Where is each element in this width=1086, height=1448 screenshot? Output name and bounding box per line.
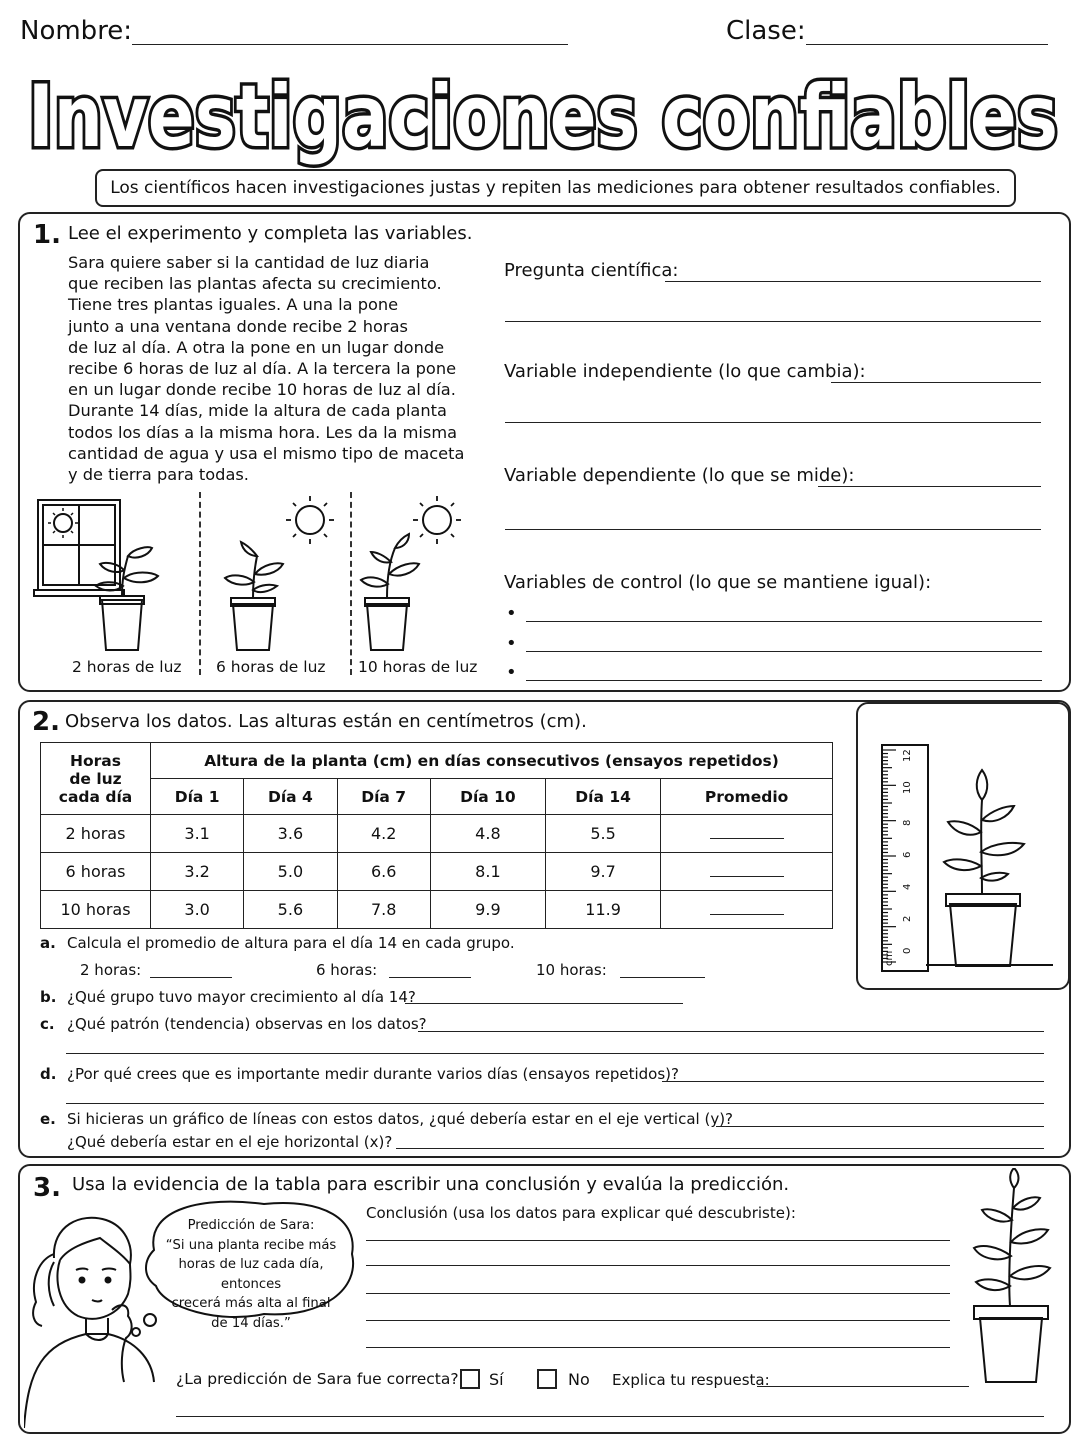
yes-checkbox[interactable] [460, 1369, 480, 1389]
question-b-text: ¿Qué grupo tuvo mayor crecimiento al día 14? [67, 988, 416, 1006]
table-cell: 3.6 [244, 815, 337, 853]
row-label: 6 horas [41, 853, 151, 891]
group-header: Altura de la planta (cm) en días consecutivos (ensayos repetidos) [151, 743, 833, 779]
story-line: cantidad de agua y usa el mismo tipo de maceta [68, 443, 465, 463]
table-cell: 7.8 [337, 891, 430, 929]
story-line: y de tierra para todas. [68, 465, 249, 485]
control-variable-field-2[interactable] [526, 651, 1042, 652]
table-row [41, 891, 833, 929]
conclusion-label: Conclusión (usa los datos para explicar qué descubriste): [366, 1204, 796, 1222]
ruler-unit-label: cm [884, 950, 895, 966]
bubble-line: Predicción de Sara: [187, 1218, 315, 1233]
bubble-line: crecerá más alta al final [171, 1296, 331, 1311]
experiment-story [68, 252, 468, 485]
table-cell: 3.1 [151, 815, 244, 853]
independent-variable-field-2[interactable] [505, 422, 1041, 423]
table-cell: 4.8 [430, 815, 545, 853]
row-header-line: Horas [70, 751, 121, 770]
data-table [40, 742, 833, 929]
question-e-letter: e. [40, 1110, 56, 1128]
table-cell: 11.9 [546, 891, 661, 929]
question-b-letter: b. [40, 988, 57, 1006]
story-line: Durante 14 días, mide la altura de cada planta [68, 401, 447, 421]
average-2h-label: 2 horas: [80, 961, 142, 979]
table-row [41, 815, 833, 853]
page-title-text: Investigaciones confiables [28, 67, 1058, 167]
name-field[interactable] [132, 44, 568, 45]
conclusion-line-5[interactable] [366, 1347, 950, 1348]
section-1-number: 1. [33, 220, 61, 250]
column-header: Promedio [661, 779, 833, 815]
story-line: que reciben las plantas afecta su crecimiento. [68, 274, 442, 294]
scientific-question-label: Pregunta científica: [504, 260, 679, 281]
class-field[interactable] [806, 44, 1048, 45]
dependent-variable-field-2[interactable] [505, 529, 1041, 530]
control-variable-field-3[interactable] [526, 680, 1042, 681]
average-cell[interactable] [661, 853, 833, 891]
bullet: • [506, 633, 517, 654]
table-cell: 4.2 [337, 815, 430, 853]
section-1-instruction: Lee el experimento y completa las variables. [68, 223, 473, 244]
conclusion-line-3[interactable] [366, 1293, 950, 1294]
name-label: Nombre: [20, 16, 133, 46]
table-cell: 5.5 [546, 815, 661, 853]
average-2h-field[interactable] [150, 977, 232, 978]
class-label: Clase: [726, 16, 806, 46]
column-header: Día 4 [244, 779, 337, 815]
table-cell: 9.7 [546, 853, 661, 891]
question-d-letter: d. [40, 1065, 57, 1083]
question-e-x-field[interactable] [396, 1148, 1044, 1149]
story-line: junto a una ventana donde recibe 2 horas [68, 316, 408, 336]
table-cell: 8.1 [430, 853, 545, 891]
story-line: recibe 6 horas de luz al día. A la tercera la pone [68, 359, 457, 379]
average-6h-label: 6 horas: [316, 961, 378, 979]
bullet: • [506, 603, 517, 624]
conclusion-line-1[interactable] [366, 1240, 950, 1241]
ruler-tick-label: 8 [902, 819, 913, 826]
average-cell[interactable] [661, 891, 833, 929]
plant-sun-illustration [355, 490, 505, 660]
column-header: Día 14 [546, 779, 661, 815]
average-10h-field[interactable] [620, 977, 705, 978]
ruler-tick-label: 0 [902, 947, 913, 954]
tall-plant-illustration [958, 1168, 1063, 1393]
ruler-tick-label: 2 [902, 915, 913, 922]
table-row [41, 853, 833, 891]
plant-sun-illustration [205, 490, 355, 660]
story-line: Sara quiere saber si la cantidad de luz diaria [68, 253, 430, 272]
ruler-tick-label: 4 [902, 883, 913, 890]
table-cell: 5.6 [244, 891, 337, 929]
table-cell: 3.2 [151, 853, 244, 891]
question-a-text: Calcula el promedio de altura para el día 14 en cada grupo. [67, 934, 515, 952]
question-e-y-field[interactable] [716, 1126, 1044, 1127]
table-cell: 6.6 [337, 853, 430, 891]
question-c-text: ¿Qué patrón (tendencia) observas en los datos? [67, 1015, 427, 1033]
ruler-tick-label: 10 [902, 781, 913, 794]
question-c-field-2[interactable] [66, 1053, 1044, 1054]
prediction-question: ¿La predicción de Sara fue correcta? [176, 1370, 459, 1388]
average-10h-label: 10 horas: [536, 961, 607, 979]
divider [199, 492, 201, 675]
control-variable-field-1[interactable] [526, 621, 1042, 622]
caption-10h: 10 horas de luz [358, 658, 478, 676]
dependent-variable-field[interactable] [818, 486, 1041, 487]
section-2-number: 2. [32, 707, 60, 737]
caption-6h: 6 horas de luz [216, 658, 326, 676]
story-line: de luz al día. A otra la pone en un lugar donde [68, 337, 445, 357]
question-e-text-2: ¿Qué debería estar en el eje horizontal (x)? [67, 1133, 393, 1151]
conclusion-line-4[interactable] [366, 1320, 950, 1321]
row-label: 2 horas [41, 815, 151, 853]
no-label: No [568, 1370, 590, 1389]
question-d-field[interactable] [662, 1081, 1044, 1082]
table-cell: 3.0 [151, 891, 244, 929]
column-header: Día 7 [337, 779, 430, 815]
explain-field[interactable] [757, 1386, 969, 1387]
bubble-line: de 14 días.” [211, 1315, 291, 1331]
page-title [18, 58, 1068, 168]
story-line: todos los días a la misma hora. Les da la misma [68, 422, 458, 442]
bullet: • [506, 662, 517, 683]
column-header: Día 10 [430, 779, 545, 815]
scientific-question-field[interactable] [665, 281, 1041, 282]
question-c-letter: c. [40, 1015, 55, 1033]
subtitle-box [95, 169, 1016, 207]
divider [350, 492, 352, 675]
bubble-line: horas de luz cada día, entonces [178, 1257, 324, 1292]
explain-field-2[interactable] [176, 1416, 1044, 1417]
scientific-question-field-2[interactable] [505, 321, 1041, 322]
column-header: Día 1 [151, 779, 244, 815]
row-label: 10 horas [41, 891, 151, 929]
section-3-instruction: Usa la evidencia de la tabla para escribir una conclusión y evalúa la predicción. [72, 1174, 790, 1195]
caption-2h: 2 horas de luz [72, 658, 182, 676]
row-header-line: cada día [58, 787, 133, 806]
independent-variable-label: Variable independiente (lo que cambia): [504, 361, 866, 382]
row-header-cell [41, 743, 151, 815]
dependent-variable-label: Variable dependiente (lo que se mide): [504, 465, 855, 486]
independent-variable-field[interactable] [831, 382, 1041, 383]
no-checkbox[interactable] [537, 1369, 557, 1389]
average-6h-field[interactable] [389, 977, 471, 978]
question-c-field[interactable] [418, 1031, 1044, 1032]
ruler-plant-illustration [868, 740, 1058, 975]
question-a-letter: a. [40, 934, 56, 952]
subtitle-text: Los científicos hacen investigaciones justas y repiten las mediciones para obtener resultados confiables. [110, 178, 1001, 198]
prediction-bubble [148, 1216, 354, 1333]
table-cell: 5.0 [244, 853, 337, 891]
yes-label: Sí [489, 1370, 504, 1389]
bubble-line: “Si una planta recibe más [165, 1237, 337, 1253]
row-header-line: de luz [69, 769, 122, 788]
question-d-text: ¿Por qué crees que es importante medir durante varios días (ensayos repetidos)? [67, 1065, 679, 1083]
section-2-instruction: Observa los datos. Las alturas están en centímetros (cm). [65, 711, 587, 732]
story-line: en un lugar donde recibe 10 horas de luz al día. [68, 380, 456, 400]
question-e-text-1: Si hicieras un gráfico de líneas con estos datos, ¿qué debería estar en el eje vertical (y)? [67, 1110, 734, 1128]
story-line: Tiene tres plantas iguales. A una la pone [68, 295, 399, 315]
question-b-field[interactable] [405, 1003, 683, 1004]
table-cell: 9.9 [430, 891, 545, 929]
ruler-tick-label: 12 [902, 749, 913, 762]
explain-label: Explica tu respuesta: [612, 1371, 770, 1389]
average-cell[interactable] [661, 815, 833, 853]
window-plant-illustration [30, 490, 200, 660]
section-3-number: 3. [33, 1173, 61, 1203]
ruler-tick-label: 6 [902, 851, 913, 858]
conclusion-line-2[interactable] [366, 1265, 950, 1266]
control-variables-label: Variables de control (lo que se mantiene igual): [504, 572, 932, 593]
question-d-field-2[interactable] [66, 1103, 1044, 1104]
